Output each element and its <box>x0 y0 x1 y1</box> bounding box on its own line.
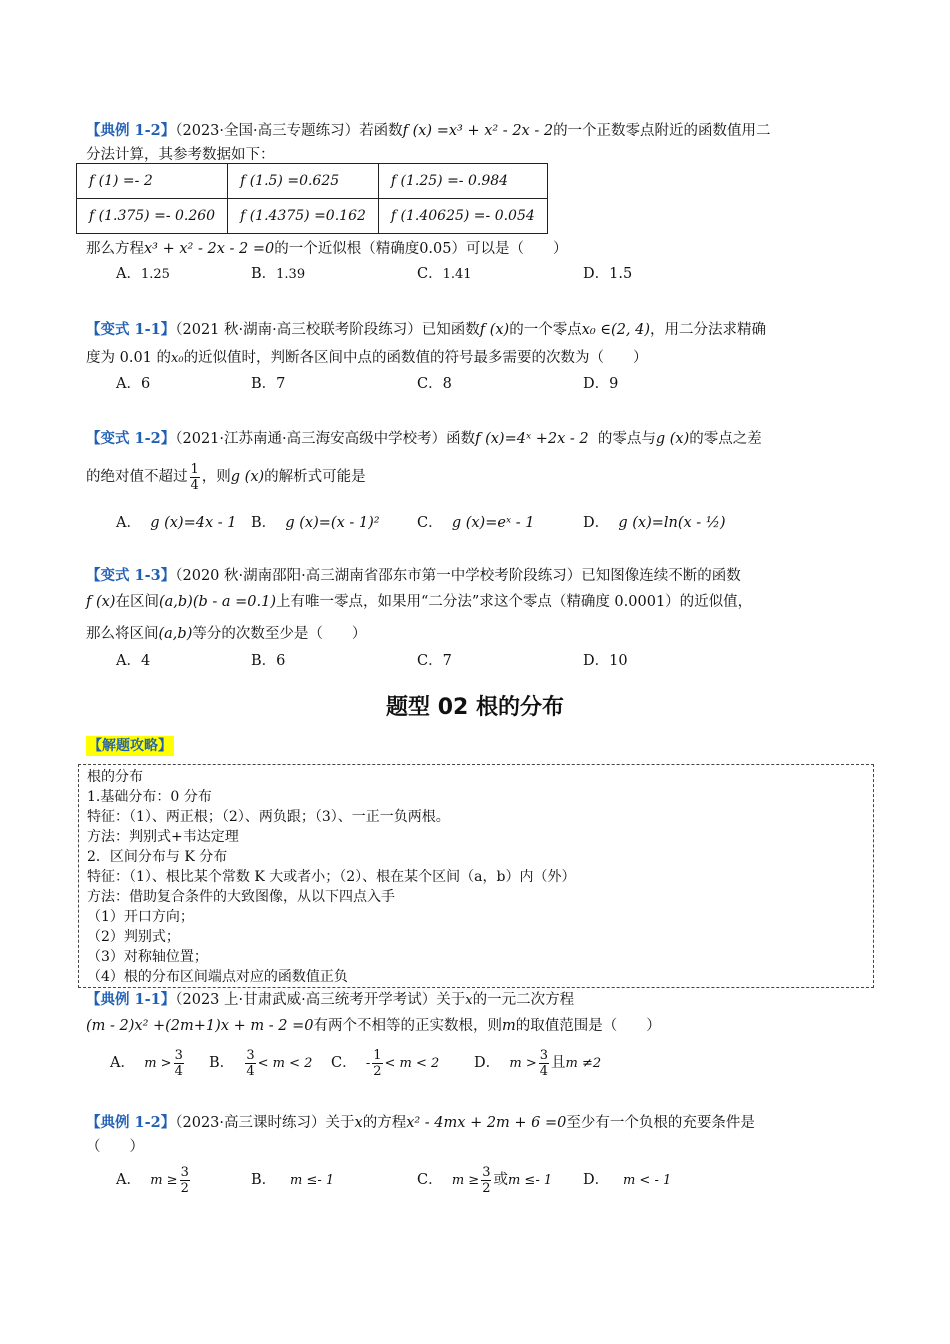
option-b <box>251 513 380 533</box>
variable: x₀ <box>171 351 184 366</box>
option-d <box>583 1160 671 1201</box>
box-line: （1）开口方向； <box>87 909 194 925</box>
option-c <box>417 1160 552 1201</box>
table-cell: f (1.5) =0.625 <box>228 164 379 199</box>
option-d <box>474 1043 601 1084</box>
fraction <box>174 1048 184 1079</box>
variant-text: ，则 <box>201 469 231 485</box>
example-text: 至少有一个负根的充要条件是 <box>566 1115 755 1131</box>
option-value: m ≥ <box>451 1173 480 1188</box>
box-heading: 根的分布 <box>87 769 143 785</box>
option-value: m ≤- 1 <box>507 1173 553 1188</box>
option-d: D．10 <box>583 653 628 669</box>
fraction-denominator: 2 <box>373 1063 382 1079</box>
fraction-numerator: 1 <box>190 461 199 477</box>
option-value: m ≥ <box>150 1173 178 1188</box>
variant-tag: 【变式 1-3】 <box>86 567 176 584</box>
option-label: D． <box>583 515 610 531</box>
option-b: B．6 <box>251 653 286 669</box>
variable: x <box>465 993 473 1008</box>
equation: x³ + x² - 2x - 2 =0 <box>144 241 275 257</box>
variant-text: （2021 秋·湖南·高三校联考阶段练习）已知函数 <box>175 322 480 338</box>
example-text: 的一个正数零点附近的函数值用二 <box>553 123 771 139</box>
box-line: 2．区间分布与 K 分布 <box>87 849 228 865</box>
option-label: B． <box>209 1055 235 1071</box>
option-label: C． <box>417 1172 443 1188</box>
function-expression: f (x) <box>86 594 116 610</box>
variant-text: 的绝对值不超过 <box>86 469 188 485</box>
option-a <box>116 264 170 285</box>
option-value: 1.25 <box>140 267 170 282</box>
variant-tag: 【变式 1-1】 <box>86 321 176 338</box>
option-d <box>583 264 632 284</box>
option-text: 或 <box>493 1172 508 1188</box>
example-tag: 【典例 1-2】 <box>86 122 176 139</box>
variable: m <box>501 1018 516 1034</box>
option-text: 且 <box>551 1055 566 1071</box>
option-value: < m < 2 <box>257 1056 313 1071</box>
variant-text: ，用二分法求精确 <box>650 322 767 338</box>
interval: (a,b) <box>158 626 193 642</box>
option-label: C． <box>331 1055 357 1071</box>
table-cell: f (1.40625) =- 0.054 <box>378 199 547 234</box>
option-value: g (x)=4x - 1 <box>150 515 237 531</box>
function-expression: f (x)=4ˣ +2x - 2 <box>475 431 589 447</box>
variant-1-2-line1 <box>86 429 762 449</box>
option-label: D． <box>583 1172 610 1188</box>
variant-text: 的解析式可能是 <box>264 469 366 485</box>
variable: x <box>354 1115 363 1131</box>
option-label: D． <box>474 1055 501 1071</box>
function-g: g (x) <box>655 431 690 447</box>
example-text: （2023 上·甘肃武威·高三统考开学考试）关于 <box>175 992 466 1008</box>
option-b <box>251 264 305 285</box>
fraction <box>245 1048 255 1079</box>
option-label: C． <box>417 266 443 282</box>
option-c <box>417 264 472 285</box>
variant-1-1-line1 <box>86 320 766 340</box>
option-label: D． <box>583 266 610 282</box>
box-line: 方法：借助复合条件的大致图像，从以下四点入手 <box>87 889 395 905</box>
fraction <box>481 1165 491 1196</box>
function-g: g (x) <box>230 469 265 485</box>
table-row <box>77 199 548 234</box>
option-b <box>209 1043 312 1084</box>
option-a: A．6 <box>116 376 151 392</box>
equation: x² - 4mx + 2m + 6 =0 <box>406 1115 567 1131</box>
option-b <box>251 1160 334 1201</box>
variant-text: （2020 秋·湖南邵阳·高三湖南省邵东市第一中学校考阶段练习）已知图像连续不断的函数 <box>175 568 741 584</box>
strategy-label: 【解题攻略】 <box>88 738 172 754</box>
table-cell: f (1.375) =- 0.260 <box>77 199 228 234</box>
variant-text: 度为 0.01 的 <box>86 350 172 366</box>
fraction-numerator: 3 <box>539 1047 548 1063</box>
example-text: 的取值范围是（ ） <box>515 1018 661 1034</box>
option-value: m > <box>144 1056 172 1071</box>
variant-1-3-line2 <box>86 592 752 612</box>
variant-1-2-line2 <box>86 460 366 494</box>
table-cell: f (1) =- 2 <box>77 164 228 199</box>
option-value: < m < 2 <box>384 1056 440 1071</box>
option-value: m > <box>509 1056 537 1071</box>
strategy-box <box>78 764 874 988</box>
variant-text: 的零点与 <box>597 431 656 447</box>
option-label: A． <box>116 515 141 531</box>
fraction-denominator: 2 <box>180 1180 189 1196</box>
option-value: m ≠2 <box>565 1056 602 1071</box>
fraction-numerator: 3 <box>482 1164 491 1180</box>
example-text: 的一元二次方程 <box>472 992 575 1008</box>
box-line: 1.基础分布：0 分布 <box>87 789 212 805</box>
question-line <box>86 239 568 259</box>
option-d: D．9 <box>583 376 619 392</box>
option-label: B． <box>251 1172 277 1188</box>
example-tag: 【典例 1-2】 <box>86 1114 176 1131</box>
question-text: 那么方程 <box>86 241 144 257</box>
option-value: g (x)=ln(x - ½) <box>618 515 726 531</box>
option-c <box>331 1043 439 1084</box>
fraction-numerator: 3 <box>174 1047 183 1063</box>
fraction <box>372 1048 382 1079</box>
zero-interval: x₀ ∈(2, 4) <box>581 322 651 338</box>
fraction-denominator: 4 <box>174 1063 183 1079</box>
fraction-denominator: 4 <box>539 1063 548 1079</box>
option-c <box>417 513 534 533</box>
variant-text: 等分的次数至少是（ ） <box>192 626 367 642</box>
fraction <box>190 462 200 493</box>
option-a <box>110 1043 186 1084</box>
option-value: g (x)=(x - 1)² <box>285 515 380 531</box>
option-label: B． <box>251 266 277 282</box>
example-1-1-line1 <box>86 990 574 1011</box>
function-expression: f (x) <box>479 322 510 338</box>
fraction-numerator: 3 <box>180 1164 189 1180</box>
fraction-denominator: 4 <box>190 477 199 493</box>
example-text: （2023·高三课时练习）关于 <box>175 1115 355 1131</box>
variant-tag: 【变式 1-2】 <box>86 430 176 447</box>
reference-data-table <box>76 163 548 234</box>
box-line: 特征：（1）、根比某个常数 K 大或者小；（2）、根在某个区间（a，b）内（外） <box>87 869 576 885</box>
example-1-2-line2: 分法计算，其参考数据如下： <box>86 147 275 163</box>
box-line: 特征：（1）、两正根；（2）、两负跟；（3）、一正一负两根。 <box>87 809 450 825</box>
option-c: C．7 <box>417 653 452 669</box>
fraction <box>539 1048 549 1079</box>
option-d <box>583 513 726 533</box>
option-a <box>116 1160 192 1201</box>
example-1-2b-line2: （ ） <box>86 1139 144 1155</box>
option-value: g (x)=eˣ - 1 <box>451 515 535 531</box>
table-cell: f (1.4375) =0.162 <box>228 199 379 234</box>
variant-text: （2021·江苏南通·高三海安高级中学校考）函数 <box>175 431 476 447</box>
fraction <box>180 1165 190 1196</box>
option-label: A． <box>110 1055 135 1071</box>
fraction-denominator: 4 <box>246 1063 255 1079</box>
option-label: C． <box>417 515 443 531</box>
option-value: 1.39 <box>276 267 306 282</box>
option-value: 1.5 <box>609 266 633 282</box>
fraction-numerator: 1 <box>373 1047 382 1063</box>
variant-1-1-line2 <box>86 348 648 369</box>
variant-text: 上有唯一零点，如果用“二分法”求这个零点（精确度 0.0001）的近似值， <box>276 594 753 610</box>
minus-sign: - <box>365 1056 371 1071</box>
example-1-1-line2 <box>86 1016 661 1036</box>
equation: (m - 2)x² +(2m+1)x + m - 2 =0 <box>86 1018 314 1034</box>
example-text: 的方程 <box>362 1115 407 1131</box>
option-label: A． <box>116 266 141 282</box>
option-label: B． <box>251 515 277 531</box>
table-row <box>77 164 548 199</box>
question-text: 的一个近似根（精确度0.05）可以是（ ） <box>274 241 568 257</box>
option-label: A． <box>116 1172 141 1188</box>
function-expression: f (x) =x³ + x² - 2x - 2 <box>402 123 554 139</box>
variant-1-3-line3 <box>86 624 366 644</box>
example-1-2b-line1 <box>86 1113 755 1133</box>
option-a: A．4 <box>116 653 151 669</box>
variant-text: 的零点之差 <box>689 431 762 447</box>
example-source: （2023·全国·高三专题练习）若函数 <box>175 123 403 139</box>
table-cell: f (1.25) =- 0.984 <box>378 164 547 199</box>
box-line: 方法：判别式+韦达定理 <box>87 829 239 845</box>
fraction-numerator: 3 <box>246 1047 255 1063</box>
box-line: （2）判别式； <box>87 929 180 945</box>
variant-text: 的近似值时，判断各区间中点的函数值的符号最多需要的次数为（ ） <box>183 350 648 366</box>
box-line: （4）根的分布区间端点对应的函数值正负 <box>87 969 348 985</box>
variant-1-3-line1 <box>86 566 741 586</box>
example-text: 有两个不相等的正实数根，则 <box>313 1018 502 1034</box>
variant-text: 的一个零点 <box>509 322 582 338</box>
variant-text: 在区间 <box>115 594 159 610</box>
interval: (a,b)(b - a =0.1) <box>158 594 276 610</box>
option-value: 1.41 <box>442 267 472 282</box>
example-1-2-line1 <box>86 121 771 141</box>
option-c: C．8 <box>417 376 452 392</box>
option-b: B．7 <box>251 376 286 392</box>
fraction-denominator: 2 <box>482 1180 491 1196</box>
box-line: （3）对称轴位置； <box>87 949 208 965</box>
example-tag: 【典例 1-1】 <box>86 991 176 1008</box>
variant-text: 那么将区间 <box>86 626 159 642</box>
section-title: 题型 02 根的分布 <box>386 695 564 720</box>
option-value: m < - 1 <box>622 1173 672 1188</box>
option-value: m ≤- 1 <box>289 1173 335 1188</box>
option-a <box>116 513 236 533</box>
